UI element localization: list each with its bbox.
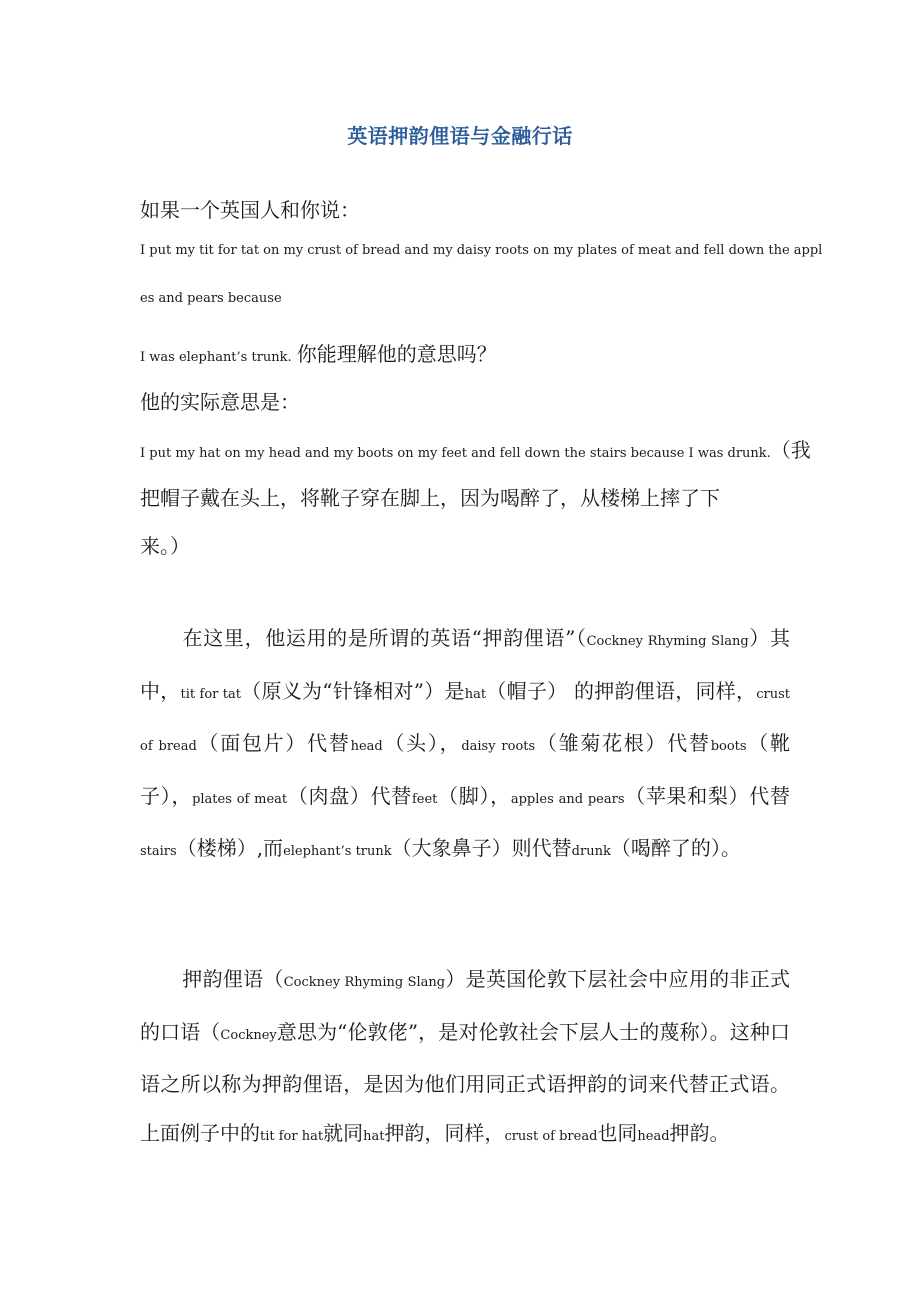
- para2-text: 意思为“伦敦佬”，是对伦敦社会下层人士的蔑称）。这种口语之所以称为押韵俚语，是因为他们用同正式语押韵的词来代替正式语。上面例子中的: [140, 1019, 791, 1145]
- para2-term: crust of bread: [504, 1128, 598, 1144]
- para2-term: head: [637, 1128, 670, 1144]
- para1-text: （帽子） 的押韵俚语，同样，: [486, 678, 757, 703]
- para2-text: 押韵。: [669, 1120, 730, 1145]
- para1-text: 在这里，他运用的是所谓的英语“押韵俚语”（: [182, 626, 587, 650]
- para1-term: feet: [411, 791, 438, 807]
- para1-text: （肉盘）代替: [287, 783, 412, 808]
- english-sentence-part-2: es and pears because: [140, 291, 282, 306]
- para1-text: （雏菊花根）代替: [535, 731, 711, 755]
- para2-text: 押韵俚语（: [182, 967, 284, 991]
- meaning-english: I put my hat on my head and my boots on my feet and fell down the stairs because I was drunk.: [140, 446, 771, 461]
- para1-text: （楼梯）,而: [176, 836, 284, 860]
- english-sentence-part-1: I put my tit for tat on my crust of bread and my daisy roots on my plates of meat and fell down the appl: [140, 243, 823, 258]
- para1-term: Cockney Rhyming Slang: [586, 634, 749, 649]
- para1-term: drunk: [571, 844, 611, 859]
- para1-text: （原义为“针锋相对”）是: [240, 678, 465, 703]
- para2-term: Cockney Rhyming Slang: [283, 975, 446, 990]
- para1-term: apples and pears: [510, 791, 625, 807]
- para1-text: （苹果和梨）代替: [624, 783, 790, 808]
- para2-text: 也同: [597, 1120, 638, 1145]
- para1-term: plates of meat: [192, 791, 288, 807]
- para1-text: （大象鼻子）则代替: [391, 836, 572, 860]
- para1-term: boots: [710, 739, 747, 754]
- para1-text: （靴子），: [140, 731, 791, 808]
- meaning-chinese-start: （我: [770, 438, 811, 462]
- para1-term: tit for tat: [180, 686, 241, 702]
- para1-text: ）其中，: [140, 626, 790, 703]
- question-text: 你能理解他的意思吗？: [296, 342, 497, 366]
- para1-term: daisy roots: [461, 739, 536, 754]
- para1-term: stairs: [140, 844, 177, 859]
- paragraph-1: [140, 614, 790, 877]
- para1-term: hat: [464, 686, 487, 702]
- para1-text: （喝醉了的）。: [610, 836, 741, 860]
- para1-text: （面包片）代替: [196, 731, 351, 755]
- para1-text: （脚），: [437, 783, 511, 808]
- para1-term: elephant’s trunk: [283, 844, 392, 859]
- meaning-label: 他的实际意思是：: [140, 390, 300, 414]
- para2-text: 就同: [323, 1120, 364, 1145]
- page-title: 英语押韵俚语与金融行话: [347, 124, 573, 148]
- english-sentence-part-3: I was elephant’s trunk.: [140, 350, 292, 365]
- intro-line: 如果一个英国人和你说：: [140, 198, 360, 222]
- meaning-chinese-line-2: 把帽子戴在头上，将靴子穿在脚上，因为喝醉了，从楼梯上摔了下: [140, 486, 720, 510]
- para2-text: ）是英国伦敦下层社会中应用的非正式的口语（: [140, 967, 790, 1044]
- para2-term: hat: [363, 1128, 385, 1144]
- meaning-chinese-line-3: 来。）: [140, 534, 190, 558]
- english-sentence-line-3: [140, 338, 790, 367]
- para2-text: 押韵，同样，: [384, 1120, 505, 1145]
- meaning-line: [140, 434, 811, 463]
- para1-term: head: [350, 739, 383, 754]
- para1-text: （头），: [382, 731, 462, 755]
- para2-term: Cockney: [220, 1027, 277, 1043]
- para2-term: tit for hat: [260, 1128, 324, 1144]
- para1-term: crust of bread: [140, 686, 791, 754]
- paragraph-2: [140, 955, 790, 1161]
